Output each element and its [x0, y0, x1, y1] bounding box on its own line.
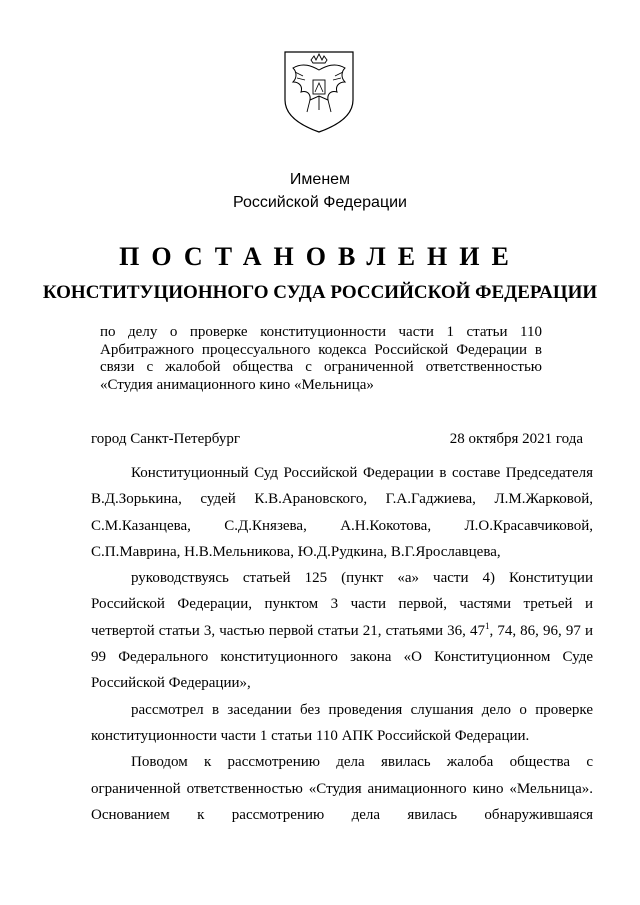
body-line: Конституционный Суд Российской Федерации в составе Председателя: [131, 465, 593, 481]
subject-line: по делу о проверке конституционности части 1 статьи 110: [100, 324, 542, 340]
coat-of-arms-emblem-icon: [279, 48, 359, 134]
subject-line: «Студия анимационного кино «Мельница»: [100, 376, 374, 393]
document-type-title: ПОСТАНОВЛЕНИЕ: [119, 242, 521, 271]
body-line: рассмотрел в заседании без проведения слушания дело о проверке: [131, 701, 593, 718]
body-line: Российской Федерации, пунктом 3 части первой, частями третьей и: [91, 596, 593, 613]
body-line: ограниченной ответственностью «Студия анимационного кино «Мельница».: [91, 780, 593, 797]
body-text: четвертой статьи 3, частью первой статьи 21, статьями 36, 47: [91, 622, 485, 639]
body-line: С.П.Маврина, Н.В.Мельникова, Ю.Д.Рудкина, В.Г.Ярославцева,: [91, 543, 501, 560]
court-name-heading: КОНСТИТУЦИОННОГО СУДА РОССИЙСКОЙ ФЕДЕРАЦИИ: [42, 282, 598, 303]
subject-line: Арбитражного процессуального кодекса Российской Федерации в: [100, 341, 542, 358]
body-line: Российской Федерации»,: [91, 675, 251, 692]
document-body: [91, 460, 593, 828]
place-of-issue: город Санкт-Петербург: [91, 431, 240, 447]
body-line: 99 Федерального конституционного закона «О Конституционном Суде: [91, 649, 593, 666]
body-line: [91, 618, 593, 644]
superscript: 1: [485, 620, 490, 631]
case-subject: [100, 324, 542, 394]
body-line: В.Д.Зорькина, судей К.В.Арановского, Г.А.Гаджиева, Л.М.Жарковой,: [91, 491, 593, 508]
body-text: , 74, 86, 96, 97 и: [489, 622, 593, 639]
subject-line: связи с жалобой общества с ограниченной ответственностью: [100, 359, 542, 375]
body-line: С.М.Казанцева, С.Д.Князева, А.Н.Кокотова, Л.О.Красавчиковой,: [91, 517, 593, 534]
in-name-country: Российской Федерации: [233, 194, 407, 211]
body-line: руководствуясь статьей 125 (пункт «а» части 4) Конституции: [131, 570, 593, 587]
in-name-line: Именем: [289, 171, 351, 188]
body-line: Поводом к рассмотрению дела явилась жалоба общества с: [131, 754, 593, 771]
body-line: конституционности части 1 статьи 110 АПК Российской Федерации.: [91, 727, 530, 744]
body-line: Основанием к рассмотрению дела явилась обнаружившаяся: [91, 806, 593, 823]
issue-date: 28 октября 2021 года: [449, 431, 583, 447]
